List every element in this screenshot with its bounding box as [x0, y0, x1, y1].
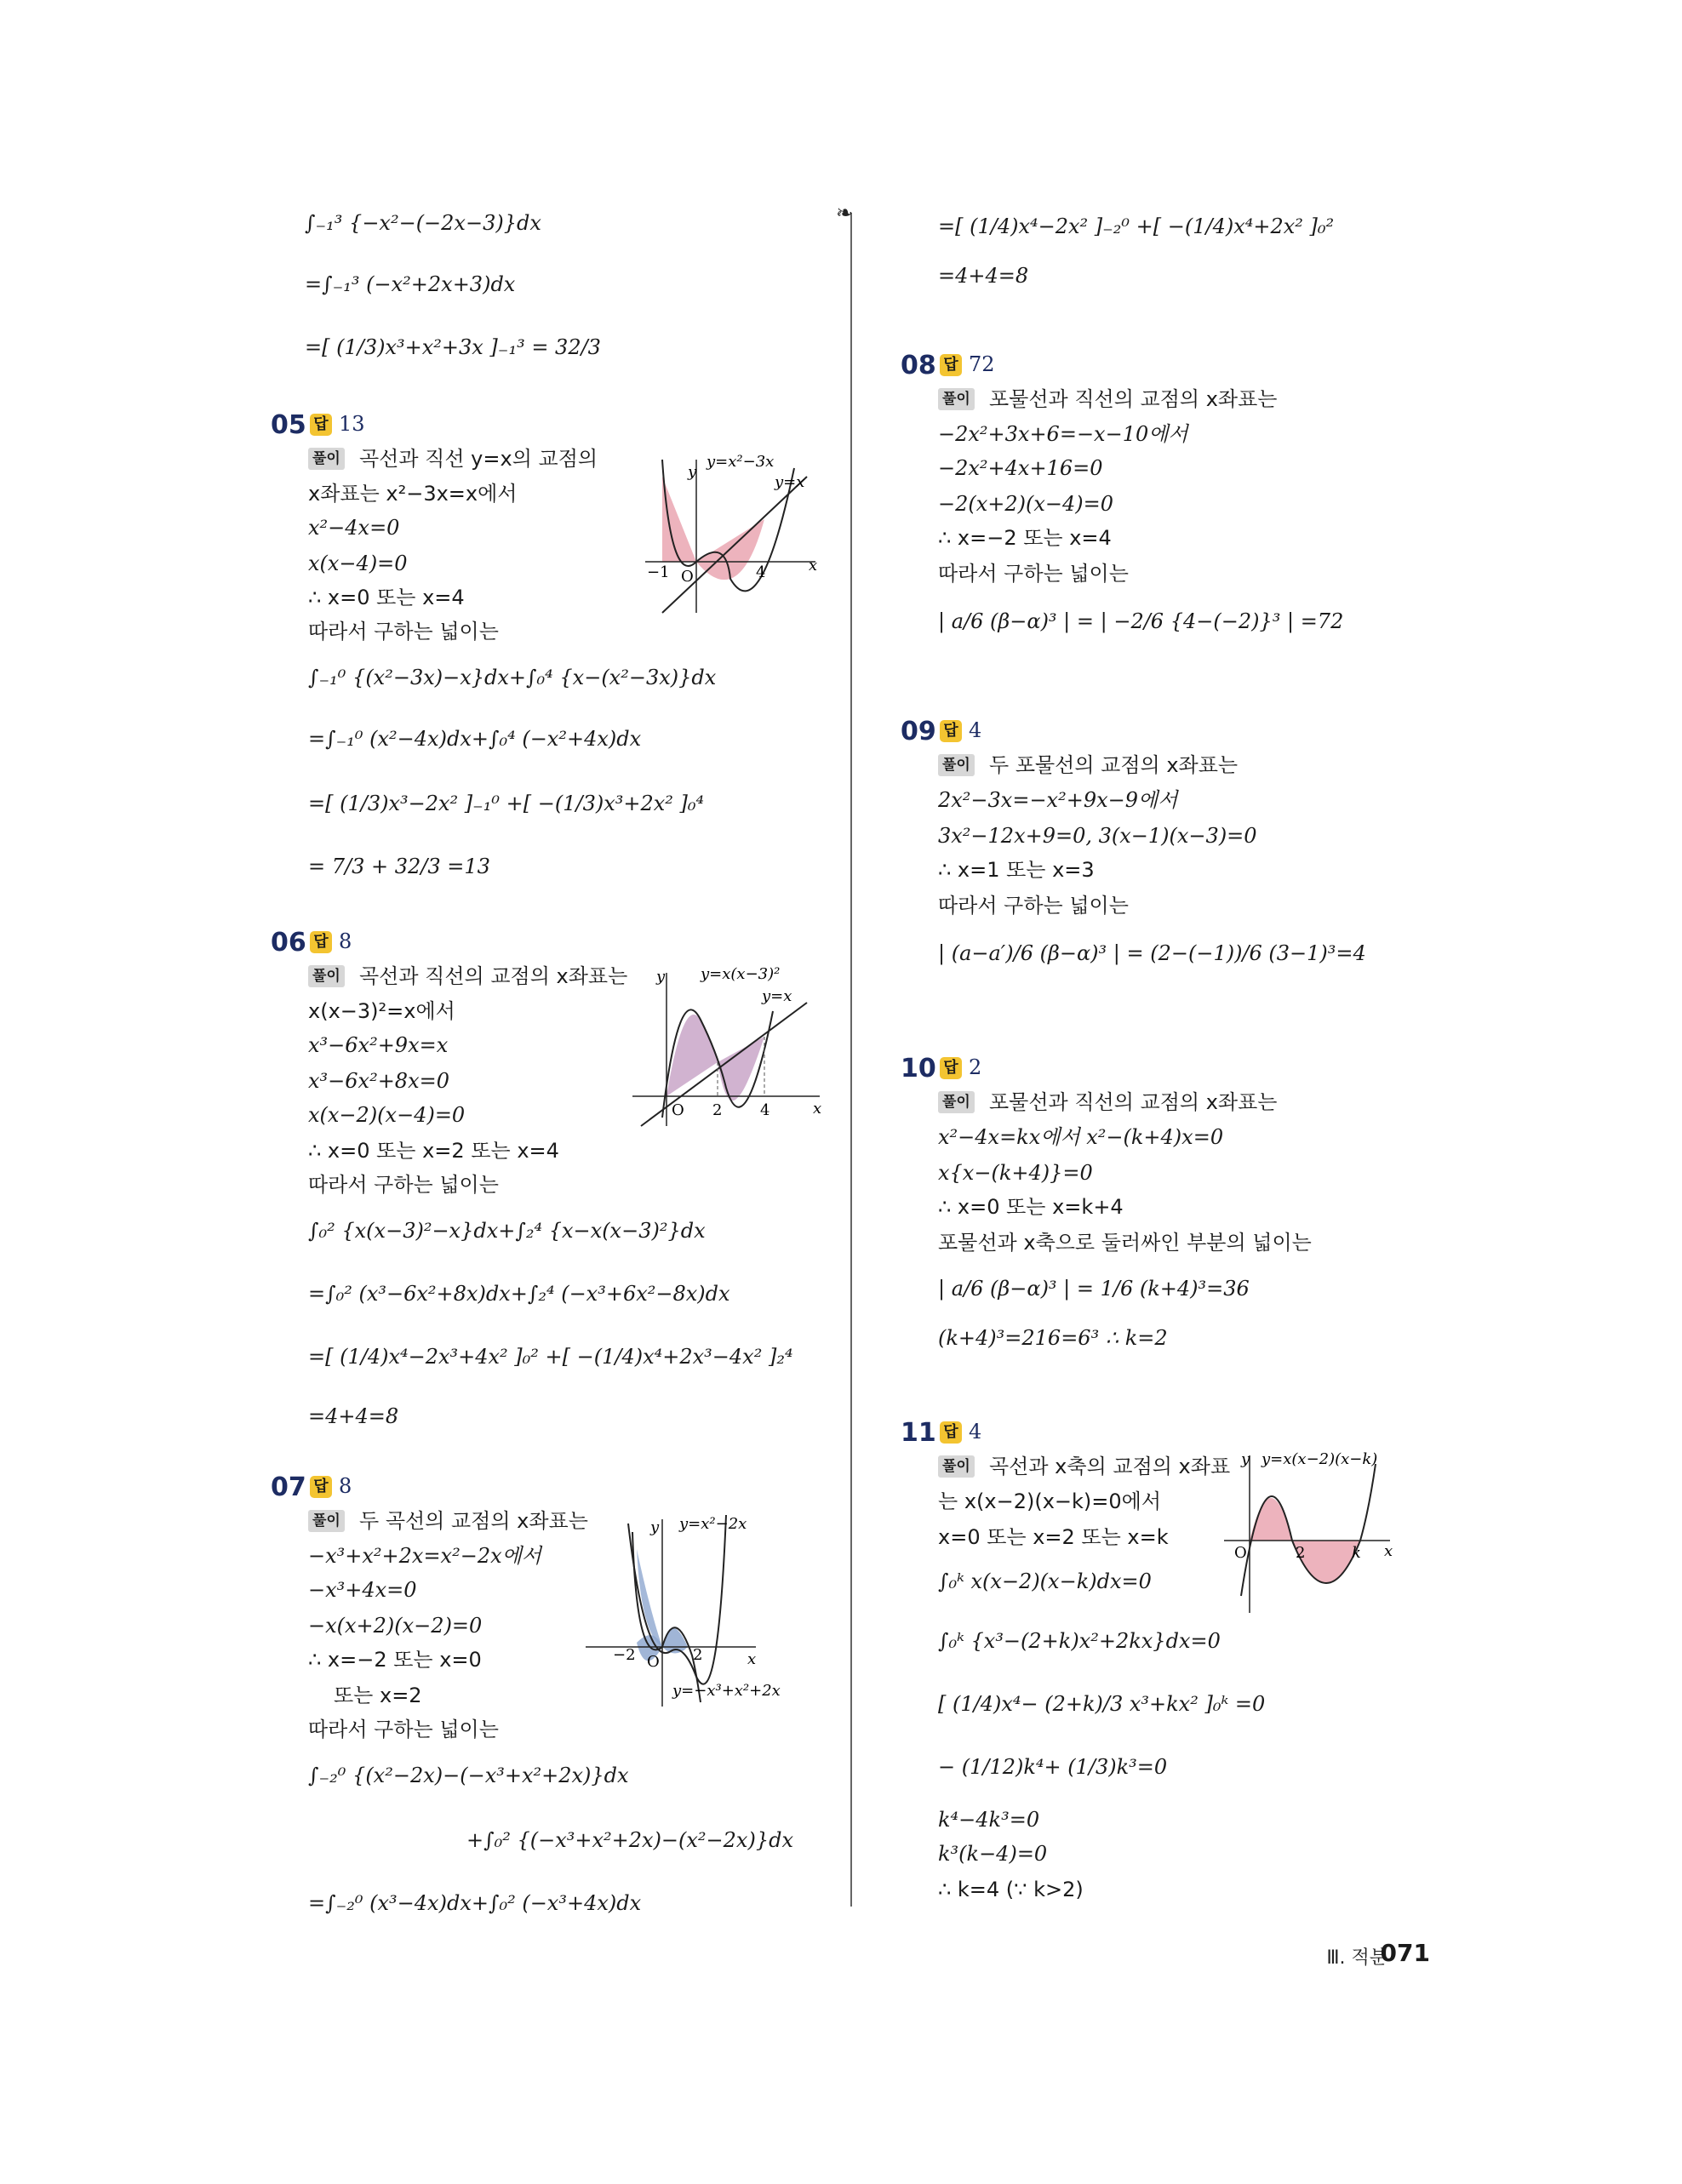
- p06-line-4: x³−6x²+8x=0: [308, 1069, 449, 1093]
- p10-line-6: | a/6 (β−α)³ | = 1/6 (k+4)³=36: [938, 1277, 1250, 1301]
- p10-line-7: (k+4)³=216=6³ ∴ k=2: [938, 1326, 1168, 1350]
- p11-line-2: 는 x(x−2)(x−k)=0에서: [938, 1489, 1162, 1513]
- answer-badge: 답: [940, 1421, 962, 1444]
- answer-value-06: 8: [339, 929, 352, 953]
- p07-curve1-label: y=x²−2x: [679, 1515, 747, 1533]
- p05-line-7: ∫₋₁⁰ {(x²−3x)−x}dx+∫₀⁴ {x−(x²−3x)}dx: [308, 666, 717, 689]
- p06-x-label: x: [813, 1100, 822, 1118]
- p10-line-4: ∴ x=0 또는 x=k+4: [938, 1195, 1124, 1219]
- p09-line-3: 3x²−12x+9=0, 3(x−1)(x−3)=0: [938, 824, 1257, 848]
- p06-line-2: x(x−3)²=x에서: [308, 999, 455, 1023]
- page-number: 071: [1380, 1939, 1430, 1967]
- problem-number-11: 11: [901, 1418, 936, 1448]
- p05-tick-2: 4: [756, 563, 766, 581]
- column-divider: [850, 213, 852, 1907]
- p05-line-label: y=x: [775, 473, 805, 491]
- right-column: [901, 196, 1479, 1924]
- p07-line-9: +∫₀² {(−x³+x²+2x)−(x²−2x)}dx: [466, 1828, 793, 1852]
- p08-line-3: −2x²+4x+16=0: [938, 456, 1103, 480]
- p07-cont-2: =4+4=8: [938, 264, 1029, 288]
- p10-line-3: x{x−(k+4)}=0: [938, 1161, 1093, 1185]
- problem-number-05: 05: [271, 410, 306, 440]
- p11-curve-label: y=x(x−2)(x−k): [1262, 1450, 1378, 1468]
- p05-line-9: =[ (1/3)x³−2x² ]₋₁⁰ +[ −(1/3)x³+2x² ]₀⁴: [308, 792, 705, 815]
- p06-line-10: =[ (1/4)x⁴−2x³+4x² ]₀² +[ −(1/4)x⁴+2x³−4x² ]₂⁴: [308, 1345, 793, 1369]
- p06-line-3: x³−6x²+9x=x: [308, 1033, 449, 1057]
- answer-value-11: 4: [969, 1420, 982, 1444]
- p06-line-6: ∴ x=0 또는 x=2 또는 x=4: [308, 1139, 559, 1163]
- answer-value-07: 8: [339, 1474, 352, 1498]
- p09-line-5: 따라서 구하는 넓이는: [938, 894, 1129, 918]
- p06-line-11: =4+4=8: [308, 1404, 399, 1428]
- p07-cont-1: =[ (1/4)x⁴−2x² ]₋₂⁰ +[ −(1/4)x⁴+2x² ]₀²: [938, 214, 1335, 238]
- p11-line-6: [ (1/4)x⁴− (2+k)/3 x³+kx² ]₀ᵏ =0: [938, 1692, 1266, 1716]
- p11-tick-1: 2: [1296, 1544, 1306, 1562]
- answer-badge: 답: [310, 1476, 332, 1498]
- problem-number-10: 10: [901, 1054, 936, 1083]
- p06-line-5: x(x−2)(x−4)=0: [308, 1103, 466, 1127]
- p07-line-6: 또는 x=2: [334, 1684, 422, 1707]
- p05-line-10: = 7/3 + 32/3 =13: [308, 855, 490, 878]
- p11-line-3: x=0 또는 x=2 또는 x=k: [938, 1525, 1169, 1549]
- p11-line-8: k⁴−4k³=0: [938, 1808, 1040, 1832]
- p07-line-7: 따라서 구하는 넓이는: [308, 1718, 499, 1741]
- p07-graph: [577, 1507, 824, 1719]
- p07-curve2-label: y=−x³+x²+2x: [672, 1682, 781, 1700]
- p11-graph: [1224, 1447, 1454, 1617]
- p07-line-1: 두 곡선의 교점의 x좌표는: [359, 1509, 588, 1533]
- p06-curve-label: y=x(x−3)²: [701, 965, 781, 983]
- p07-line-3: −x³+4x=0: [308, 1578, 417, 1602]
- p07-line-5: ∴ x=−2 또는 x=0: [308, 1648, 482, 1672]
- p08-line-7: | a/6 (β−α)³ | = | −2/6 {4−(−2)}³ | =72: [938, 609, 1344, 633]
- p07-line-4: −x(x+2)(x−2)=0: [308, 1614, 483, 1638]
- answer-value-05: 13: [339, 412, 365, 436]
- p07-tick-2: 2: [693, 1646, 703, 1664]
- top-eq-1: ∫₋₁³ {−x²−(−2x−3)}dx: [305, 211, 541, 235]
- footer-section: Ⅲ. 적분: [1326, 1947, 1387, 1969]
- p05-line-6: 따라서 구하는 넓이는: [308, 620, 499, 643]
- p10-line-5: 포물선과 x축으로 둘러싸인 부분의 넓이는: [938, 1231, 1312, 1255]
- p06-graph: [615, 960, 828, 1130]
- answer-badge: 답: [940, 354, 962, 376]
- p06-line-7: 따라서 구하는 넓이는: [308, 1173, 499, 1197]
- solution-badge: 풀이: [938, 1091, 975, 1113]
- p11-line-4: ∫₀ᵏ x(x−2)(x−k)dx=0: [938, 1569, 1152, 1593]
- p05-line-2: x좌표는 x²−3x=x에서: [308, 482, 518, 506]
- top-eq-3: =[ (1/3)x³+x²+3x ]₋₁³ = 32/3: [305, 335, 601, 359]
- p07-tick-1: −2: [613, 1646, 636, 1664]
- p08-line-2: −2x²+3x+6=−x−10에서: [938, 422, 1188, 446]
- p05-line-8: =∫₋₁⁰ (x²−4x)dx+∫₀⁴ (−x²+4x)dx: [308, 727, 642, 751]
- p05-tick-1: −1: [647, 563, 670, 581]
- p06-y-label: y: [656, 968, 666, 986]
- p11-line-5: ∫₀ᵏ {x³−(2+k)x²+2kx}dx=0: [938, 1629, 1221, 1653]
- p10-line-2: x²−4x=kx에서 x²−(k+4)x=0: [938, 1125, 1224, 1149]
- p11-line-1: 곡선과 x축의 교점의 x좌표: [989, 1455, 1231, 1478]
- p09-line-2: 2x²−3x=−x²+9x−9에서: [938, 788, 1178, 812]
- p11-tick-2: k: [1352, 1544, 1361, 1562]
- p06-line-8: ∫₀² {x(x−3)²−x}dx+∫₂⁴ {x−x(x−3)²}dx: [308, 1219, 706, 1243]
- p11-line-7: − (1/12)k⁴+ (1/3)k³=0: [938, 1755, 1168, 1779]
- p09-line-4: ∴ x=1 또는 x=3: [938, 858, 1095, 882]
- problem-number-08: 08: [901, 351, 936, 380]
- answer-badge: 답: [940, 1057, 962, 1079]
- solution-badge: 풀이: [938, 1455, 975, 1478]
- p05-line-4: x(x−4)=0: [308, 552, 408, 575]
- p06-tick-2: 4: [760, 1101, 770, 1119]
- p05-y-label: y: [688, 463, 697, 481]
- p06-line-9: =∫₀² (x³−6x²+8x)dx+∫₂⁴ (−x³+6x²−8x)dx: [308, 1282, 730, 1306]
- p11-x-label: x: [1384, 1542, 1393, 1560]
- p05-line-3: x²−4x=0: [308, 516, 400, 540]
- solution-badge: 풀이: [938, 388, 975, 410]
- p08-line-4: −2(x+2)(x−4)=0: [938, 492, 1114, 516]
- answer-badge: 답: [310, 931, 332, 953]
- p07-y-label: y: [650, 1518, 660, 1536]
- p11-origin: O: [1234, 1544, 1247, 1562]
- p11-line-9: k³(k−4)=0: [938, 1842, 1048, 1866]
- top-eq-2: =∫₋₁³ (−x²+2x+3)dx: [305, 272, 516, 296]
- p07-origin: O: [647, 1653, 660, 1671]
- problem-number-09: 09: [901, 717, 936, 746]
- answer-badge: 답: [940, 720, 962, 742]
- p07-line-2: −x³+x²+2x=x²−2x에서: [308, 1544, 541, 1568]
- divider-ornament-icon: ❧: [836, 201, 854, 225]
- p05-line-5: ∴ x=0 또는 x=4: [308, 586, 465, 609]
- p09-line-1: 두 포물선의 교점의 x좌표는: [989, 753, 1239, 777]
- p06-line-1: 곡선과 직선의 교점의 x좌표는: [359, 964, 628, 988]
- problem-number-06: 06: [271, 928, 306, 958]
- solution-badge: 풀이: [308, 965, 345, 987]
- p08-line-5: ∴ x=−2 또는 x=4: [938, 526, 1112, 550]
- p09-line-6: | (a−a′)/6 (β−α)³ | = (2−(−1))/6 (3−1)³=4: [938, 941, 1366, 965]
- p11-line-10: ∴ k=4 (∵ k>2): [938, 1878, 1084, 1901]
- p06-tick-1: 2: [712, 1101, 723, 1119]
- problem-number-07: 07: [271, 1472, 306, 1502]
- p07-line-8: ∫₋₂⁰ {(x²−2x)−(−x³+x²+2x)}dx: [308, 1764, 629, 1787]
- p06-line-label: y=x: [762, 987, 792, 1005]
- p05-x-label: x: [809, 557, 818, 575]
- p05-origin: O: [681, 568, 694, 586]
- p05-curve-label: y=x²−3x: [707, 453, 775, 471]
- answer-value-10: 2: [969, 1055, 982, 1079]
- p07-line-10: =∫₋₂⁰ (x³−4x)dx+∫₀² (−x³+4x)dx: [308, 1891, 642, 1915]
- p06-origin: O: [672, 1101, 684, 1119]
- answer-value-08: 72: [969, 352, 995, 376]
- left-column: [271, 196, 850, 1924]
- solution-badge: 풀이: [308, 1510, 345, 1532]
- answer-badge: 답: [310, 414, 332, 436]
- p11-y-label: y: [1241, 1450, 1250, 1468]
- p05-line-1: 곡선과 직선 y=x의 교점의: [359, 447, 598, 471]
- p07-x-label: x: [747, 1650, 757, 1668]
- p05-graph: [611, 443, 824, 630]
- p10-line-1: 포물선과 직선의 교점의 x좌표는: [989, 1090, 1278, 1114]
- solution-badge: 풀이: [938, 754, 975, 776]
- answer-value-09: 4: [969, 718, 982, 742]
- solution-badge: 풀이: [308, 448, 345, 470]
- p08-line-1: 포물선과 직선의 교점의 x좌표는: [989, 387, 1278, 411]
- p08-line-6: 따라서 구하는 넓이는: [938, 562, 1129, 586]
